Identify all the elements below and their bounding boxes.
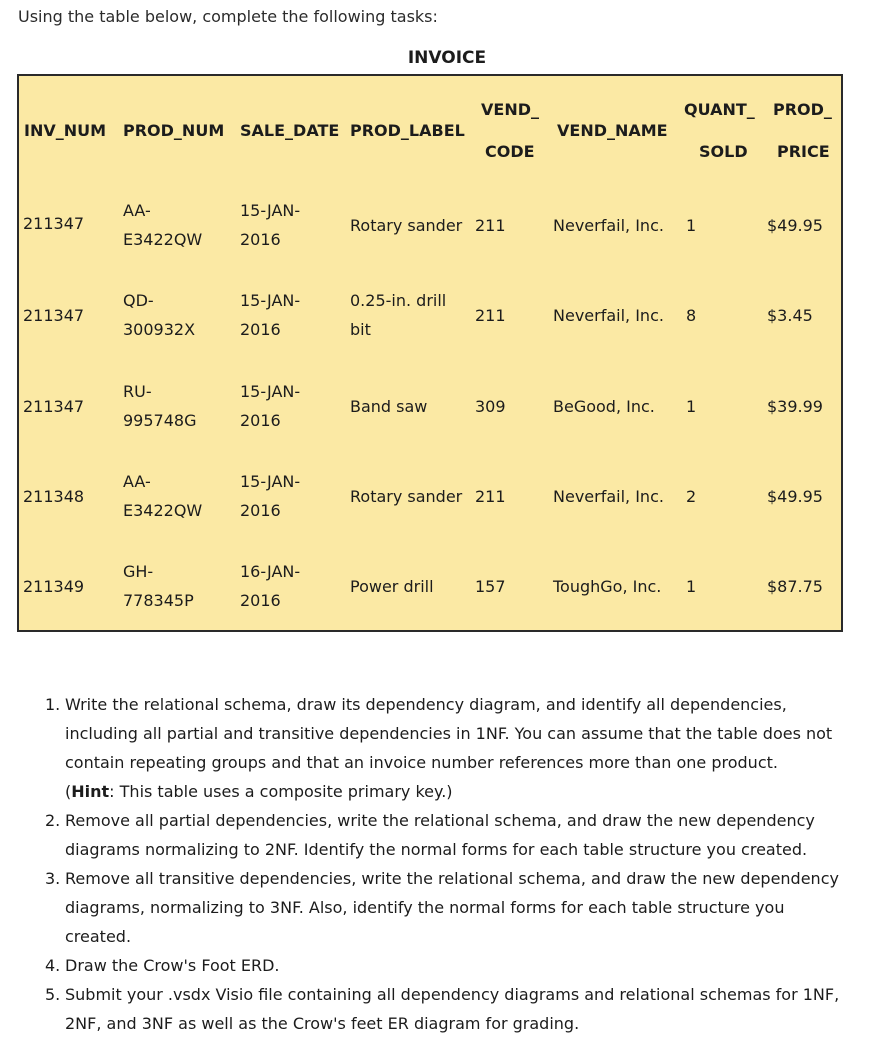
list-item: [45, 951, 845, 980]
cell-vend-name: Neverfail, Inc.: [553, 216, 664, 235]
task-text: Draw the Crow's Foot ERD.: [65, 956, 280, 975]
cell-prod-label: Power drill: [350, 577, 434, 596]
cell-prod-num: RU-: [123, 382, 152, 401]
cell-prod-num: QD-: [123, 291, 154, 310]
header-vend-code-line2: CODE: [485, 142, 535, 161]
cell-sale-date: 15-JAN-: [240, 201, 301, 220]
header-inv-num: INV_NUM: [24, 121, 107, 140]
task-list: [45, 690, 845, 1038]
list-number: 1.: [45, 695, 61, 714]
header-sale-date: SALE_DATE: [240, 121, 340, 140]
header-vend-code-line1: VEND_: [481, 100, 539, 119]
header-quant-sold-line1: QUANT_: [684, 100, 755, 119]
list-number: 2.: [45, 811, 61, 830]
hint-text: : This table uses a composite primary key.): [109, 782, 453, 801]
cell-sale-date: 15-JAN-: [240, 472, 301, 491]
cell-sale-date: 16-JAN-: [240, 562, 301, 581]
cell-inv-num: 211347: [23, 306, 85, 325]
cell-quant-sold: 2: [686, 487, 697, 506]
cell-prod-num: GH-: [123, 562, 154, 581]
task-text: Submit your .vsdx Visio file containing all dependency diagrams and relational schemas for 1NF, 2NF, and 3NF as well as the Crow's feet ER diagram for grading.: [65, 985, 840, 1033]
cell-prod-price: $39.99: [767, 397, 823, 416]
cell-vend-name: Neverfail, Inc.: [553, 487, 664, 506]
instructions-intro: Using the table below, complete the following tasks:: [18, 7, 438, 26]
header-prod-label: PROD_LABEL: [350, 121, 465, 140]
cell-sale-date: 15-JAN-: [240, 382, 301, 401]
header-quant-sold-line2: SOLD: [699, 142, 748, 161]
list-item: [45, 690, 845, 806]
task-text: Remove all transitive dependencies, write the relational schema, and draw the new dependency diagrams, normalizing to 3NF. Also, identify the normal forms for each table structure you created.: [65, 869, 839, 946]
hint-open: (: [65, 782, 72, 801]
cell-sale-date: 2016: [240, 411, 281, 430]
list-number: 3.: [45, 869, 61, 888]
task-text: Remove all partial dependencies, write the relational schema, and draw the new dependency diagrams normalizing to 2NF. Identify the normal forms for each table structure you created.: [65, 811, 815, 859]
cell-sale-date: 2016: [240, 230, 281, 249]
list-item: [45, 864, 845, 951]
cell-quant-sold: 8: [686, 306, 697, 325]
cell-prod-label: Band saw: [350, 397, 428, 416]
header-prod-price-line2: PRICE: [777, 142, 830, 161]
cell-prod-num: AA-: [123, 472, 151, 491]
cell-quant-sold: 1: [686, 397, 697, 416]
cell-prod-price: $49.95: [767, 487, 823, 506]
cell-prod-price: $49.95: [767, 216, 823, 235]
cell-inv-num: 211349: [23, 577, 85, 596]
cell-prod-price: $87.75: [767, 577, 823, 596]
cell-inv-num: 211347: [23, 214, 85, 233]
cell-prod-label: Rotary sander: [350, 216, 463, 235]
cell-prod-num: E3422QW: [123, 501, 203, 520]
cell-vend-code: 211: [475, 306, 506, 325]
header-prod-price-line1: PROD_: [773, 100, 832, 119]
list-item: [45, 980, 845, 1038]
cell-sale-date: 2016: [240, 591, 281, 610]
cell-inv-num: 211347: [23, 397, 85, 416]
cell-sale-date: 15-JAN-: [240, 291, 301, 310]
cell-vend-name: Neverfail, Inc.: [553, 306, 664, 325]
cell-prod-num: AA-: [123, 201, 151, 220]
header-prod-num: PROD_NUM: [123, 121, 225, 140]
task-text: Write the relational schema, draw its dependency diagram, and identify all dependencies, including all partial and transitive dependencies in 1NF. You can assume that the table does not contain repeating groups and that an invoice number references more than one product.: [65, 695, 833, 772]
header-vend-name: VEND_NAME: [557, 121, 668, 140]
list-number: 5.: [45, 985, 61, 1004]
cell-vend-code: 309: [475, 397, 506, 416]
cell-prod-num: 300932X: [123, 320, 196, 339]
list-number: 4.: [45, 956, 61, 975]
list-item: [45, 806, 845, 864]
cell-prod-label: bit: [350, 320, 371, 339]
cell-prod-num: E3422QW: [123, 230, 203, 249]
cell-sale-date: 2016: [240, 320, 281, 339]
cell-vend-code: 211: [475, 487, 506, 506]
cell-sale-date: 2016: [240, 501, 281, 520]
cell-prod-num: 778345P: [123, 591, 194, 610]
cell-prod-num: 995748G: [123, 411, 197, 430]
invoice-table: [17, 74, 843, 632]
cell-prod-price: $3.45: [767, 306, 813, 325]
cell-inv-num: 211348: [23, 487, 85, 506]
cell-vend-code: 157: [475, 577, 506, 596]
cell-vend-name: ToughGo, Inc.: [553, 577, 662, 596]
cell-vend-name: BeGood, Inc.: [553, 397, 655, 416]
cell-prod-label: 0.25-in. drill: [350, 291, 447, 310]
cell-vend-code: 211: [475, 216, 506, 235]
table-title: INVOICE: [407, 48, 487, 68]
cell-prod-label: Rotary sander: [350, 487, 463, 506]
hint-label: Hint: [71, 782, 110, 801]
cell-quant-sold: 1: [686, 216, 697, 235]
cell-quant-sold: 1: [686, 577, 697, 596]
